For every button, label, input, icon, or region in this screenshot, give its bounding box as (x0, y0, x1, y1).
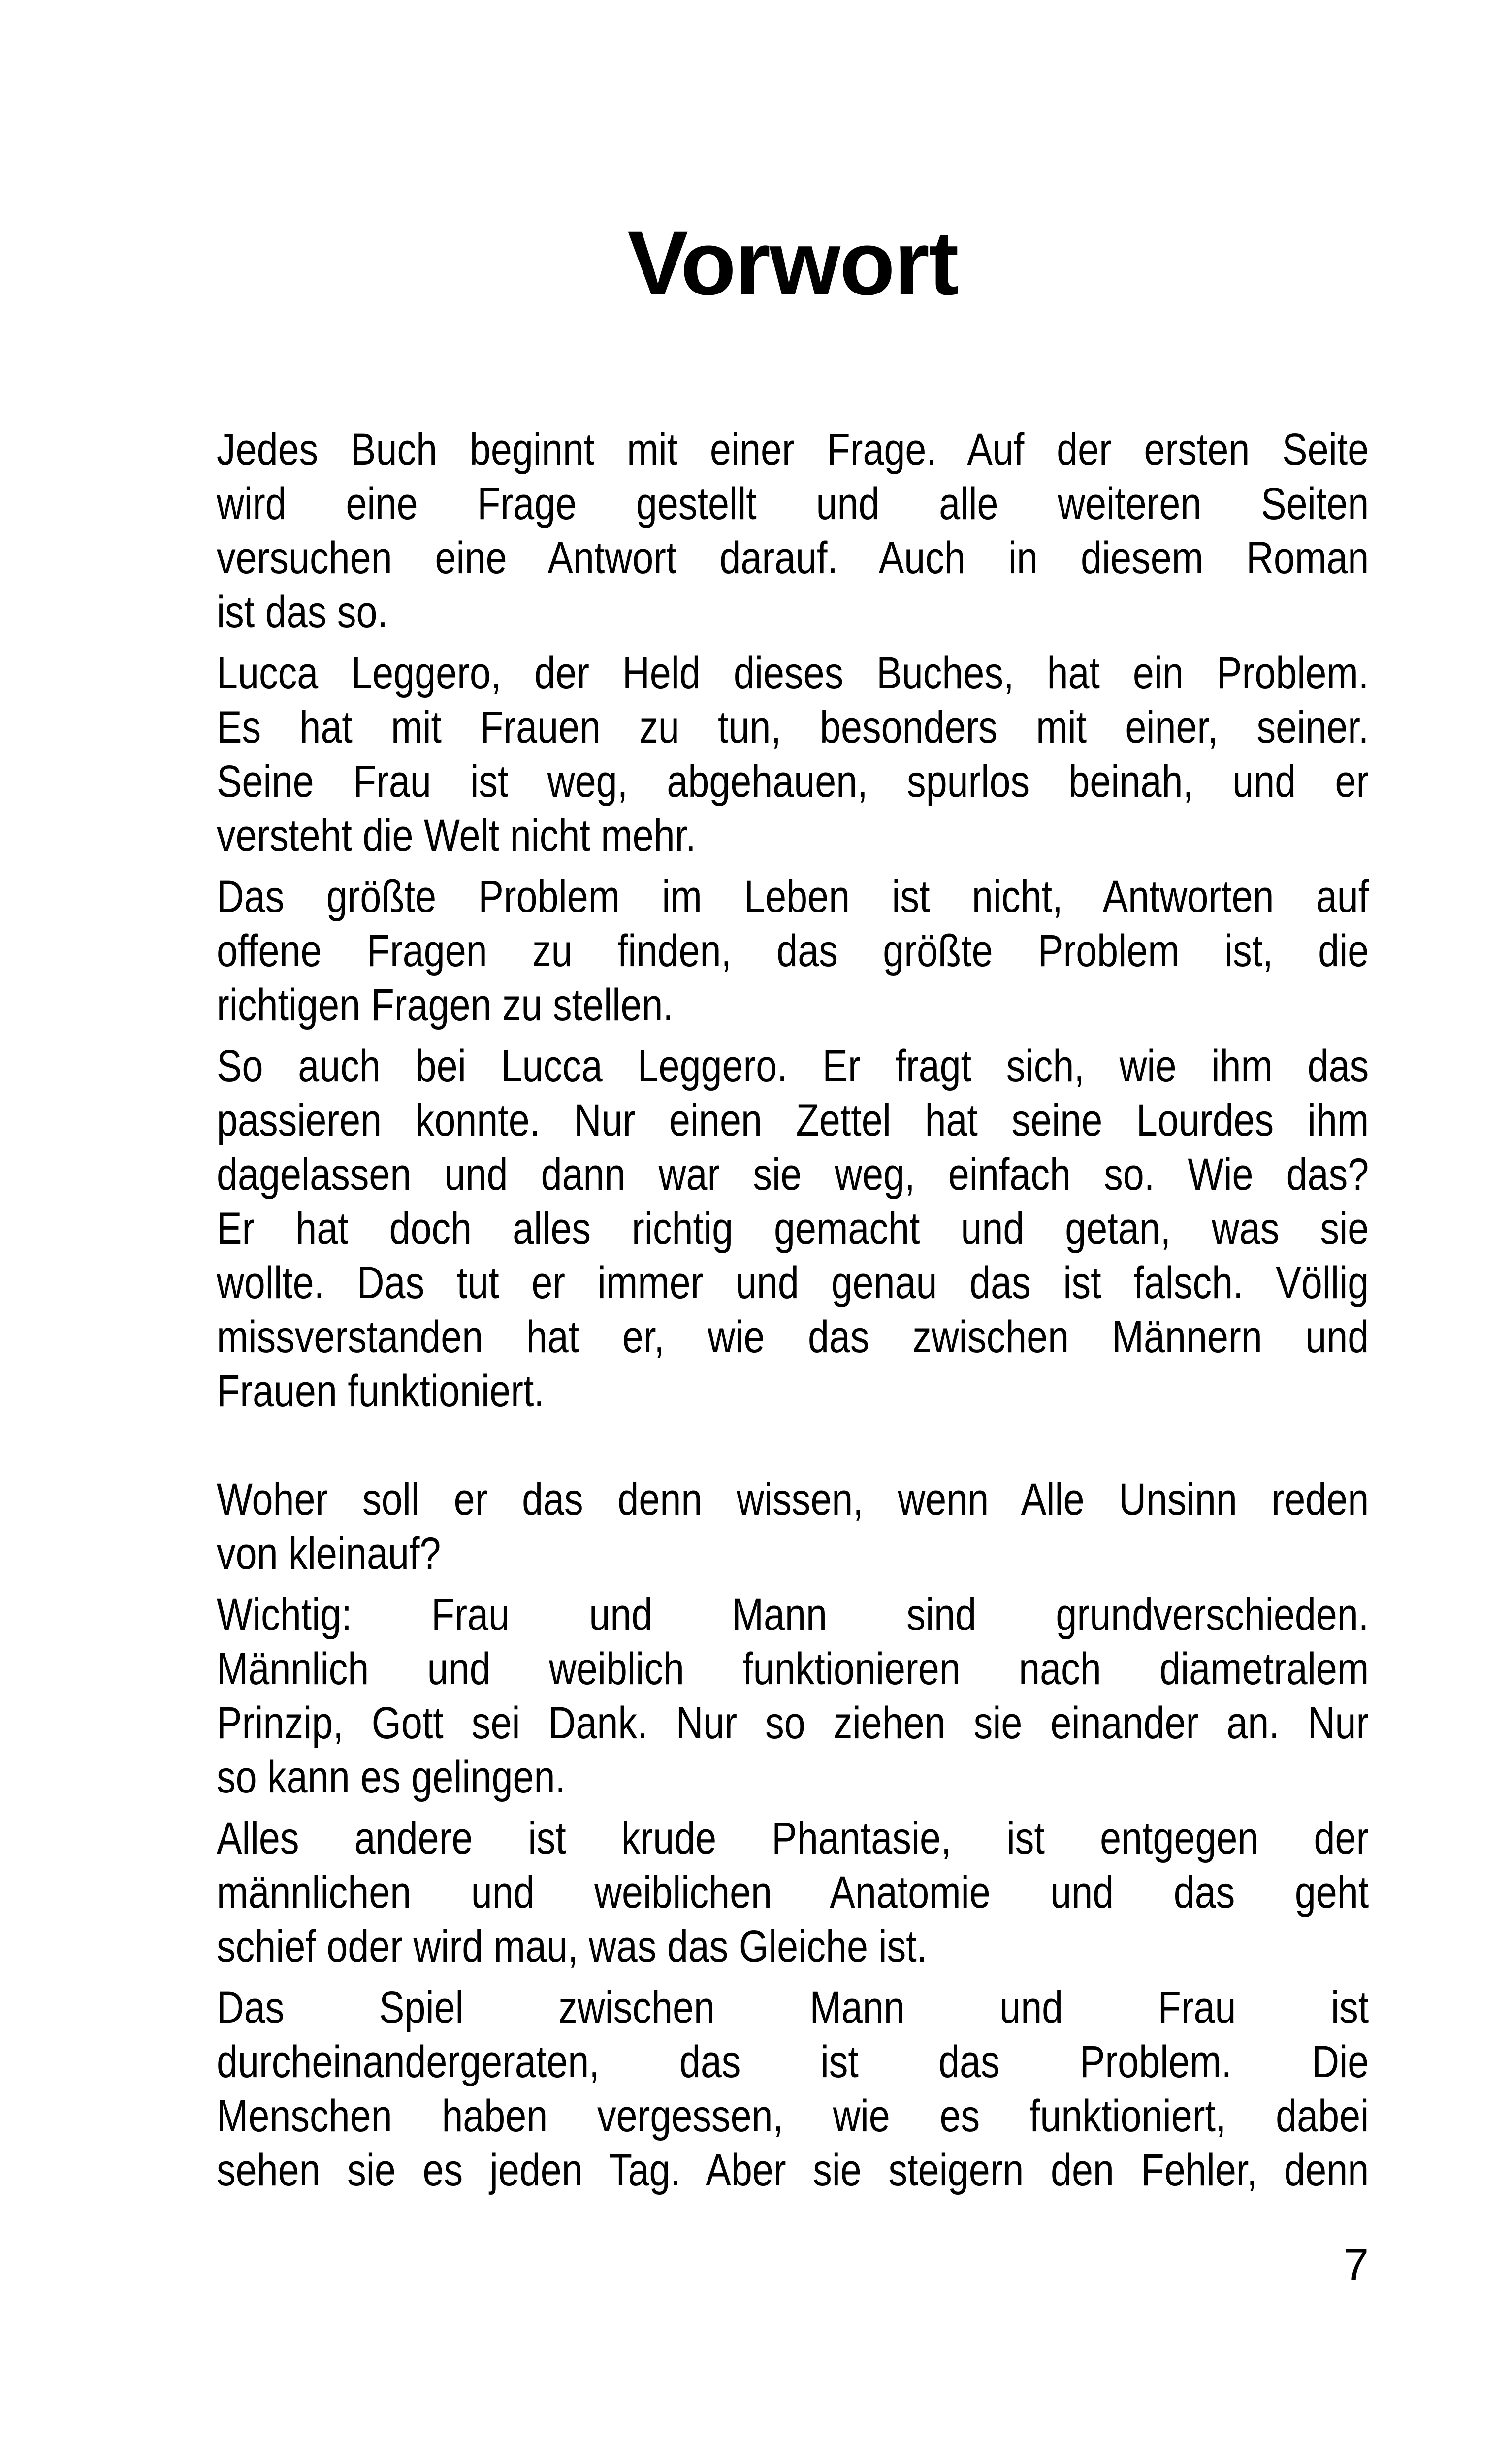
text-line: Menschen haben vergessen, wie es funktioniert, dabei (217, 2091, 1369, 2141)
text-line: richtigen Fragen zu stellen. (217, 980, 674, 1030)
text-line: schief oder wird mau, was das Gleiche ist. (217, 1922, 928, 1972)
text-line: Lucca Leggero, der Held dieses Buches, hat ein Problem. (217, 648, 1369, 698)
text-line: männlichen und weiblichen Anatomie und das geht (217, 1867, 1369, 1918)
text-line: Es hat mit Frauen zu tun, besonders mit einer, seiner. (217, 702, 1369, 752)
text-line: So auch bei Lucca Leggero. Er fragt sich, wie ihm das (217, 1041, 1369, 1091)
text-line: von kleinauf? (217, 1529, 441, 1579)
text-line: missverstanden hat er, wie das zwischen Männern und (217, 1312, 1369, 1362)
page-number: 7 (1343, 2240, 1369, 2290)
text-line: durcheinandergeraten, das ist das Problem. Die (217, 2037, 1369, 2087)
text-line: Er hat doch alles richtig gemacht und getan, was sie (217, 1204, 1369, 1254)
text-line: dagelassen und dann war sie weg, einfach so. Wie das? (217, 1149, 1369, 1200)
text-line: passieren konnte. Nur einen Zettel hat seine Lourdes ihm (217, 1095, 1369, 1145)
text-line: versteht die Welt nicht mehr. (217, 811, 696, 861)
text-line: ist das so. (217, 587, 388, 637)
paragraph (217, 870, 1369, 1032)
paragraph (217, 1472, 1369, 1581)
paragraph (217, 646, 1369, 863)
text-line: Seine Frau ist weg, abgehauen, spurlos beinah, und er (217, 756, 1369, 807)
text-line: sehen sie es jeden Tag. Aber sie steigern den Fehler, denn (217, 2145, 1369, 2195)
text-line: Woher soll er das denn wissen, wenn Alle Unsinn reden (217, 1474, 1369, 1525)
text-line: Frauen funktioniert. (217, 1366, 545, 1416)
text-line: Jedes Buch beginnt mit einer Frage. Auf der ersten Seite (217, 424, 1369, 475)
paragraph (217, 1981, 1369, 2197)
text-line: Männlich und weiblich funktionieren nach diametralem (217, 1644, 1369, 1694)
text-line: wollte. Das tut er immer und genau das ist falsch. Völlig (217, 1258, 1369, 1308)
text-line: Alles andere ist krude Phantasie, ist entgegen der (217, 1813, 1369, 1863)
text-line: offene Fragen zu finden, das größte Problem ist, die (217, 926, 1369, 976)
paragraph (217, 1039, 1369, 1418)
text-line: wird eine Frage gestellt und alle weiteren Seiten (217, 479, 1369, 529)
paragraph (217, 1811, 1369, 1974)
text-line: Das Spiel zwischen Mann und Frau ist (217, 1983, 1369, 2033)
text-line: Prinzip, Gott sei Dank. Nur so ziehen sie einander an. Nur (217, 1698, 1369, 1748)
page-title: Vorwort (627, 213, 958, 314)
paragraph (217, 1588, 1369, 1804)
body-text (217, 423, 1369, 2204)
paragraph (217, 423, 1369, 639)
text-line: Wichtig: Frau und Mann sind grundverschieden. (217, 1590, 1369, 1640)
text-line: Das größte Problem im Leben ist nicht, Antworten auf (217, 872, 1369, 922)
text-line: so kann es gelingen. (217, 1752, 566, 1802)
text-line: versuchen eine Antwort darauf. Auch in diesem Roman (217, 533, 1369, 583)
